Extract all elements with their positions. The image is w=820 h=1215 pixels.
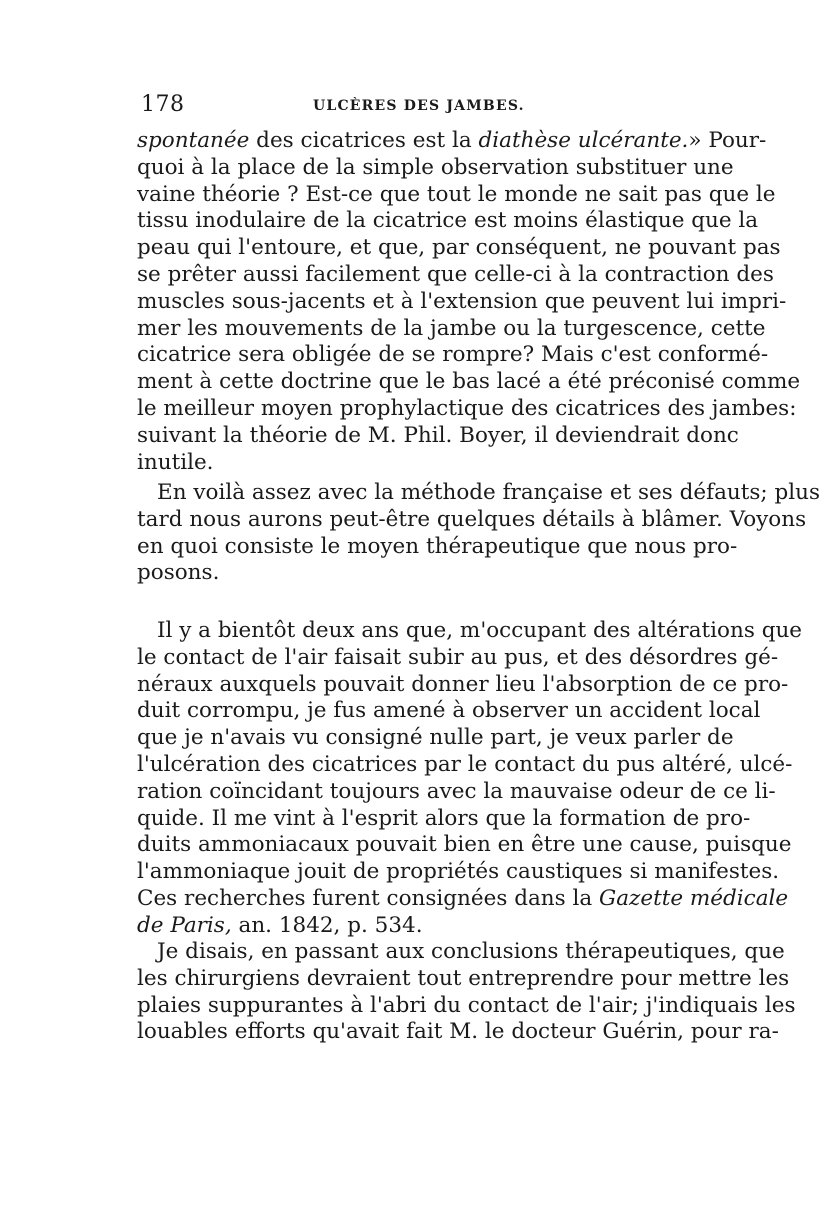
text-segment: tissu inodulaire de la cicatrice est moins élastique que la [137, 208, 759, 234]
text-segment: l'ulcération des cicatrices par le contact du pus altéré, ulcé- [137, 751, 793, 777]
text-segment: quoi à la place de la simple observation substituer une [137, 154, 734, 180]
running-title: ULCÈRES DES JAMBES. [313, 98, 525, 114]
text-line [137, 506, 807, 534]
text-segment: louables efforts qu'avait fait M. le docteur Guérin, pour ra- [137, 1019, 779, 1045]
text-line [137, 725, 734, 752]
text-line [137, 208, 759, 235]
text-line [137, 992, 796, 1020]
text-line [137, 181, 776, 209]
text-line [137, 805, 751, 833]
text-line [137, 128, 767, 155]
text-segment: l'ammoniaque jouit de propriétés caustiques si manifestes. [137, 859, 780, 885]
text-line [137, 315, 766, 343]
page-header [137, 92, 667, 122]
text-segment: an. 1842, p. 534. [231, 912, 423, 938]
text-line [137, 698, 761, 725]
paragraph [137, 618, 803, 940]
book-page [137, 0, 820, 1215]
text-segment: tard nous aurons peut-être quelques détails à blâmer. Voyons [137, 506, 807, 532]
text-segment: le meilleur moyen prophylactique des cicatrices des jambes: [137, 395, 797, 421]
text-segment: suivant la théorie de M. Phil. Boyer, il deviendrait donc [137, 422, 739, 448]
text-line [137, 939, 785, 966]
text-segment: se prêter aussi facilement que celle-ci à la contraction des [137, 261, 774, 287]
text-segment: peau qui l'entoure, et que, par conséquent, ne pouvant pas [137, 235, 781, 261]
text-line [137, 288, 787, 316]
text-segment: muscles sous-jacents et à l'extension que peuvent lui impri- [137, 288, 787, 314]
text-line [137, 261, 774, 289]
text-segment: Ces recherches furent consignées dans la [137, 885, 600, 911]
text-segment: inutile. [137, 449, 214, 475]
text-segment: posons. [137, 560, 220, 586]
text-line [137, 885, 789, 913]
text-segment: ration coïncidant toujours avec la mauvaise odeur de ce li- [137, 778, 776, 804]
text-segment: ment à cette doctrine que le bas lacé a été préconisé comme [137, 369, 801, 395]
text-segment: Je disais, en passant aux conclusions thérapeutiques, que [157, 939, 785, 964]
text-segment: duits ammoniacaux pouvait bien en être une cause, puisque [137, 832, 792, 858]
text-line [137, 671, 789, 699]
text-segment: plaies suppurantes à l'abri du contact de l'air; j'indiquais les [137, 992, 796, 1018]
text-line [137, 480, 820, 507]
text-line [137, 395, 797, 423]
text-segment: » Pour- [688, 128, 767, 153]
text-segment: duit corrompu, je fus amené à observer un accident local [137, 698, 761, 724]
text-line [137, 965, 790, 993]
text-line [137, 154, 734, 182]
text-segment: mer les mouvements de la jambe ou la turgescence, cette [137, 315, 766, 341]
paragraph [137, 480, 820, 587]
text-segment: des cicatrices est la [249, 128, 479, 153]
italic-text: spontanée [137, 128, 250, 153]
text-line [137, 342, 769, 369]
text-segment: en quoi consiste le moyen thérapeutique que nous pro- [137, 533, 738, 559]
text-line [137, 422, 739, 450]
text-line [137, 644, 779, 672]
text-segment: cicatrice sera obligée de se rompre? Mais c'est conformé- [137, 342, 769, 368]
text-segment: le contact de l'air faisait subir au pus, et des désordres gé- [137, 644, 779, 670]
text-line [137, 560, 659, 587]
text-line [137, 618, 803, 645]
text-line [137, 778, 776, 806]
italic-text: Gazette médicale [599, 885, 789, 911]
text-segment: Il y a bientôt deux ans que, m'occupant des altérations que [157, 618, 803, 643]
paragraph [137, 939, 796, 1046]
text-line [137, 450, 659, 477]
text-line [137, 1019, 779, 1046]
italic-text: diathèse ulcérante. [478, 128, 689, 153]
text-segment: vaine théorie ? Est-ce que tout le monde ne sait pas que le [137, 181, 776, 207]
text-line [137, 859, 780, 886]
text-segment: que je n'avais vu consigné nulle part, je veux parler de [137, 725, 734, 751]
text-line [137, 751, 793, 779]
paragraph [137, 128, 801, 476]
text-segment: les chirurgiens devraient tout entreprendre pour mettre les [137, 965, 790, 991]
text-line [137, 913, 659, 940]
text-line [137, 235, 781, 262]
text-segment: néraux auxquels pouvait donner lieu l'absorption de ce pro- [137, 671, 789, 697]
text-segment: En voilà assez avec la méthode française et ses défauts; plus [157, 480, 820, 505]
text-line [137, 533, 738, 561]
text-line [137, 369, 801, 396]
text-line [137, 832, 792, 859]
page-number: 178 [141, 92, 185, 117]
italic-text: de Paris, [137, 912, 232, 938]
text-segment: quide. Il me vint à l'esprit alors que la formation de pro- [137, 805, 751, 831]
